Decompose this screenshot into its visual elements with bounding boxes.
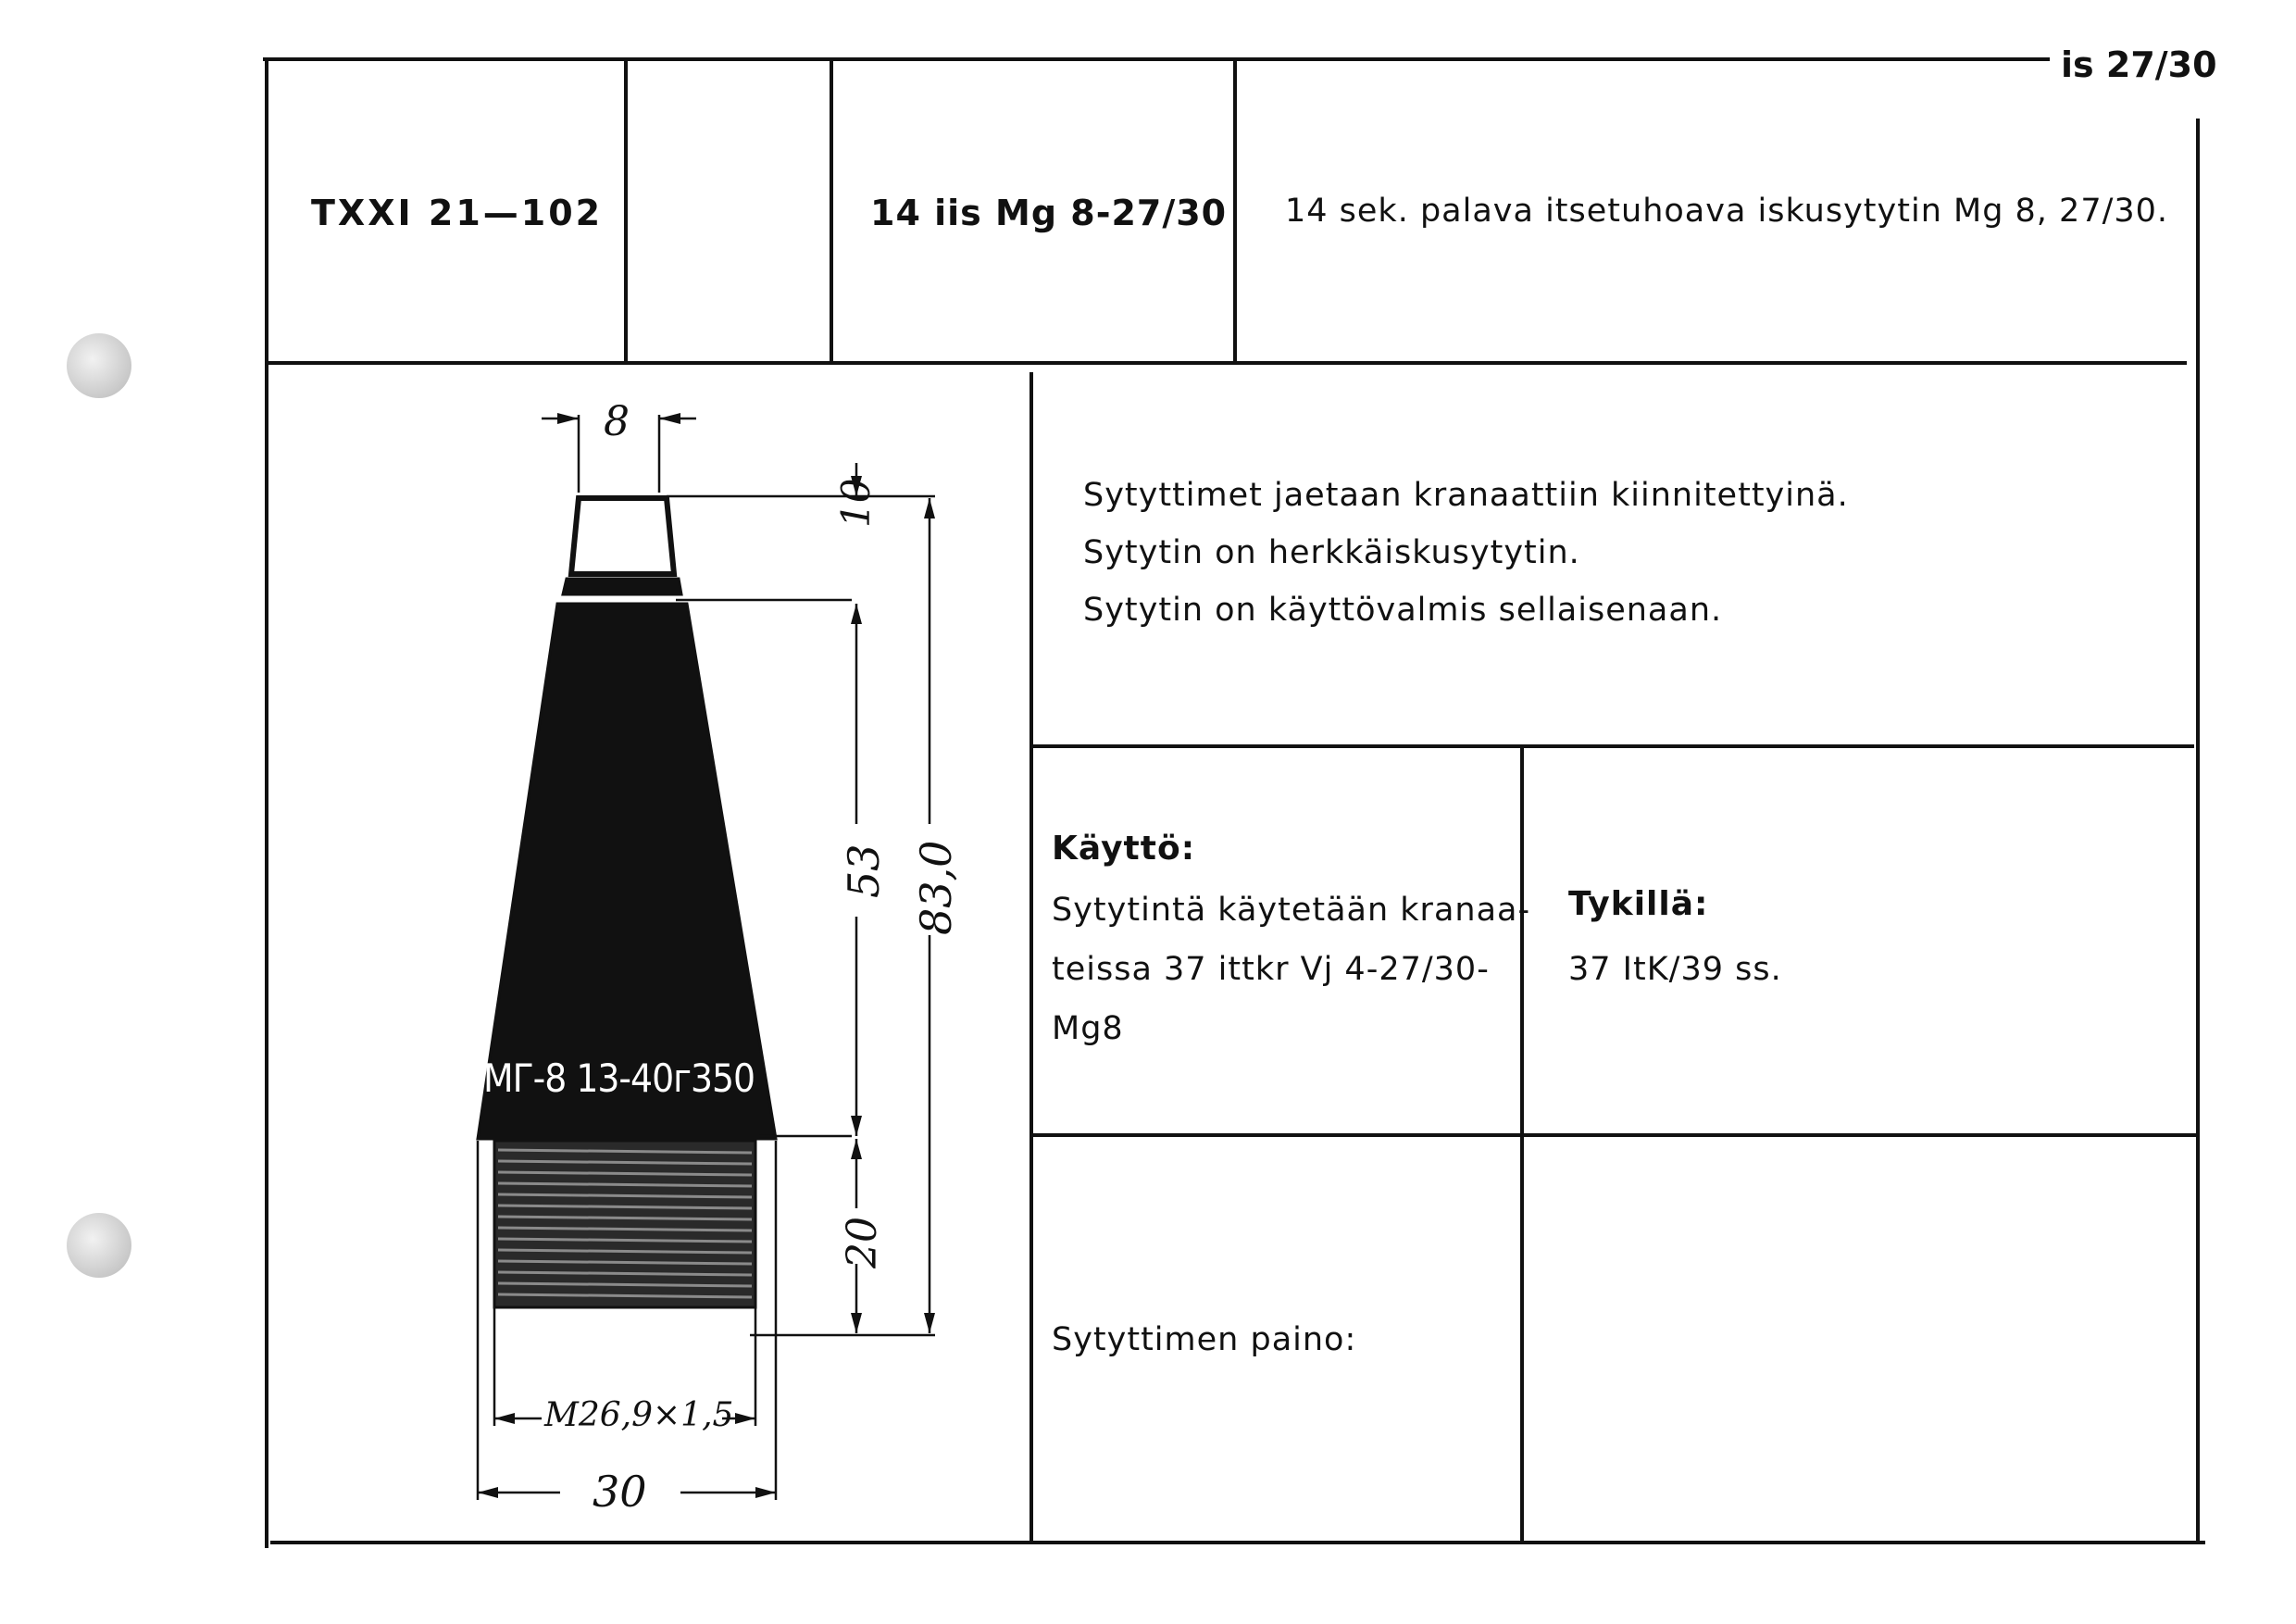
header-divider-2 — [830, 61, 833, 363]
header-divider-3 — [1233, 61, 1237, 363]
frame-top-line — [263, 57, 2050, 61]
dim-thread-spec: M26,9×1,5 — [544, 1396, 734, 1434]
usage-line-3: Mg8 — [1052, 1010, 1124, 1047]
usage-line-1: Sytytintä käytetään kranaa- — [1052, 892, 1531, 929]
dim-cap-height: 10 — [833, 478, 879, 528]
frame-bottom-line — [270, 1541, 2205, 1544]
header-divider-1 — [624, 61, 628, 363]
frame-left-line — [265, 57, 268, 1548]
fuze-cap — [571, 498, 674, 574]
fuze-body-marking: МГ-8 13-40г350 — [483, 1056, 755, 1101]
dim-thread-length: 20 — [839, 1217, 886, 1268]
guns-label: Tykillä: — [1568, 885, 1709, 923]
fuze-description: 14 sek. palava itsetuhoava iskusytytin Mg 8, 27/30. — [1285, 193, 2169, 230]
binder-hole-bottom — [67, 1213, 131, 1278]
fuze-cap-band — [563, 579, 681, 594]
dim-total-length: 83,0 — [911, 840, 961, 935]
fuze-drawing — [454, 389, 972, 1528]
page-number: is 27/30 — [2061, 44, 2217, 85]
document-code: TXXI 21—102 — [311, 193, 604, 233]
dim-cone-height: 53 — [839, 843, 889, 898]
dim-base-width: 30 — [593, 1467, 647, 1517]
usage-bottom-line — [1031, 1133, 2196, 1137]
binder-hole-top — [67, 333, 131, 398]
info-line-2: Sytytin on herkkäiskusytytin. — [1083, 534, 1580, 571]
header-bottom-line — [268, 361, 2187, 365]
info-line-1: Sytyttimet jaetaan kranaattiin kiinnitettyinä. — [1083, 477, 1849, 514]
usage-label: Käyttö: — [1052, 830, 1196, 868]
usage-line-2: teissa 37 ittkr Vj 4-27/30- — [1052, 951, 1490, 988]
info-line-3: Sytytin on käyttövalmis sellaisenaan. — [1083, 592, 1723, 629]
frame-right-line — [2196, 119, 2200, 1541]
info-bottom-line — [1031, 744, 2194, 748]
drawing-divider — [1029, 372, 1033, 1543]
weight-label: Sytyttimen paino: — [1052, 1321, 1357, 1358]
usage-divider — [1520, 748, 1524, 1543]
fuze-designation: 14 iis Mg 8-27/30 — [870, 193, 1228, 233]
guns-value: 37 ItK/39 ss. — [1568, 951, 1782, 988]
dim-top-width: 8 — [604, 398, 630, 445]
